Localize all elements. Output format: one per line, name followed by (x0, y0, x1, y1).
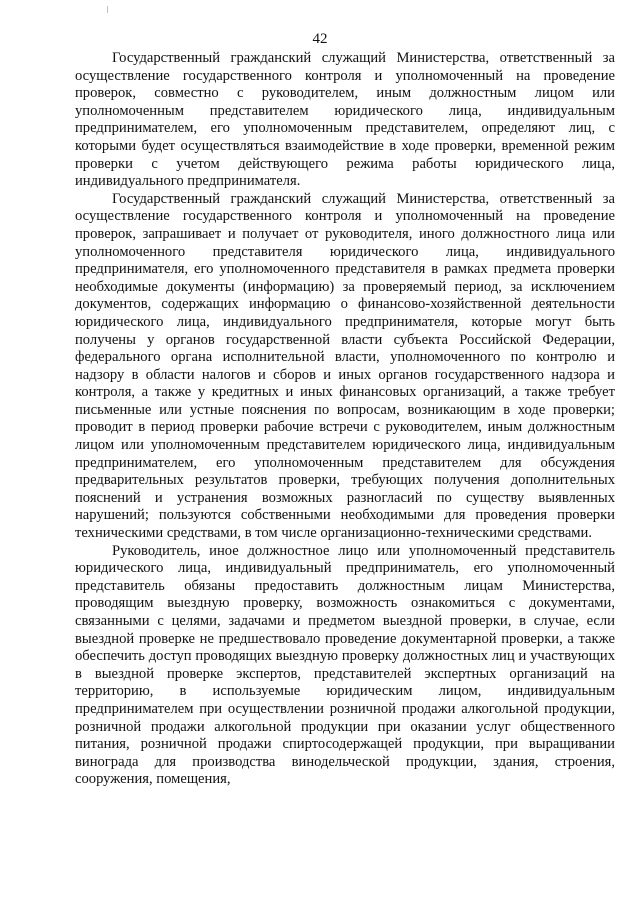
paragraph: Государственный гражданский служащий Министерства, ответственный за осуществление государственного контроля и уполномоченный на проведение проверок, запрашивает и получает от руководителя, иного должностного лица или уполномоченного представителя юридического лица, индивидуального предпринимателя, его уполномоченного представителя в рамках предмета проверки необходимые документы (информацию) за проверяемый период, за исключением документов, содержащих информацию о финансово-хозяйственной деятельности юридического лица, индивидуального предпринимателя, которые могут быть получены у органов государственной власти субъекта Российской Федерации, федерального органа исполнительной власти, уполномоченного по контролю и надзору в области налогов и сборов и иных органов государственного надзора и контроля, а также у кредитных и иных финансовых организаций, а также требует письменные или устные пояснения по вопросам, возникающим в ходе проверки; проводит в период проверки рабочие встречи с руководителем, иным должностным лицом или уполномоченным представителем юридического лица, индивидуальным предпринимателем, его уполномоченным представителем для обсуждения предварительных результатов проверки, требующих получения дополнительных пояснений и устранения возможных разногласий по существу выявленных нарушений; пользуются собственными необходимыми для проведения проверки техническими средствами, в том числе организационно-техническими средствами. (75, 190, 615, 542)
page-number: 42 (312, 31, 328, 47)
paragraph: Руководитель, иное должностное лицо или уполномоченный представитель юридического лица, индивидуальный предприниматель, его уполномоченный представитель обязаны предоставить должностным лицам Министерства, проводящим выездную проверку, возможность ознакомиться с документами, связанными с целями, задачами и предметом выездной проверки, в случае, если выездной проверке не предшествовало проведение документарной проверки, а также обеспечить доступ проводящих выездную проверку должностных лиц и участвующих в выездной проверке экспертов, представителей экспертных организаций на территорию, в используемые юридическим лицом, индивидуальным предпринимателем при осуществлении розничной продажи алкогольной продукции, розничной продажи алкогольной продукции при оказании услуг общественного питания, розничной продажи спиртосодержащей продукции, при выращивании винограда для производства винодельческой продукции, здания, строения, сооружения, помещения, (75, 542, 615, 788)
scan-mark (107, 6, 108, 13)
paragraph: Государственный гражданский служащий Министерства, ответственный за осуществление государственного контроля и уполномоченный на проведение проверок, совместно с руководителем, иным должностным лицом или уполномоченным представителем юридического лица, индивидуальным предпринимателем, его уполномоченным представителем, определяют лиц, с которыми будет осуществляться взаимодействие в ходе проверки, временной режим проверки с учетом действующего режима работы юридического лица, индивидуального предпринимателя. (75, 50, 615, 190)
document-body (75, 50, 615, 789)
